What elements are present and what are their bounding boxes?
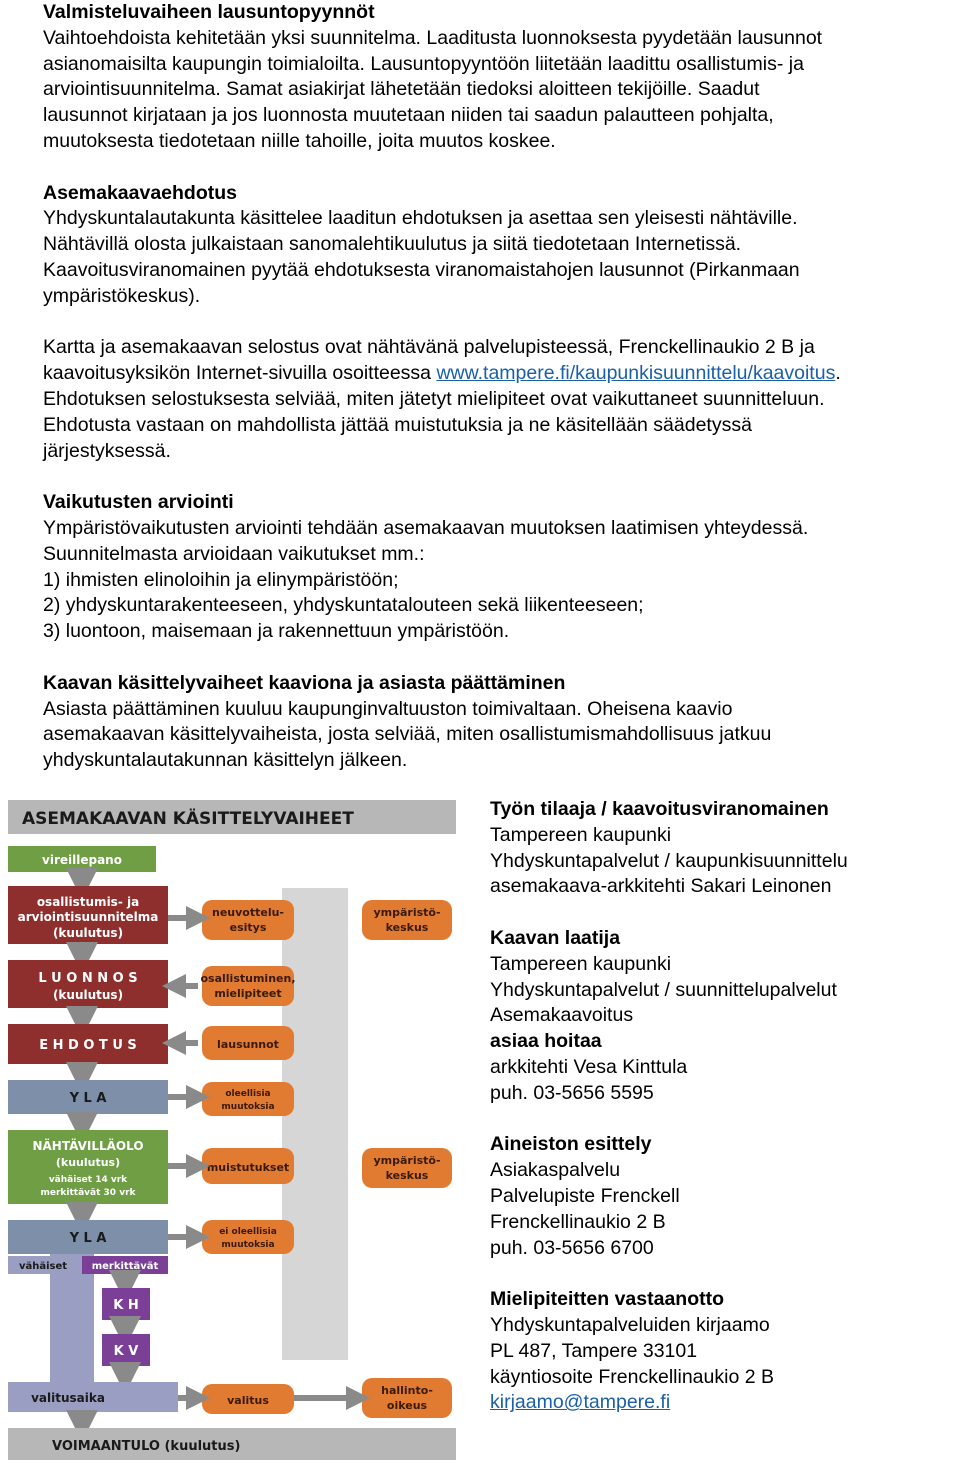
text-line: yhdyskuntalautakunnan käsittelyn jälkeen. bbox=[43, 749, 408, 772]
label-neuvottelu-2: esitys bbox=[229, 921, 267, 934]
heading-valmisteluvaihe: Valmisteluvaiheen lausuntopyynnöt bbox=[43, 1, 375, 23]
text-line: 3) luontoon, maisemaan ja rakennettuun ympäristöön. bbox=[43, 620, 510, 643]
label-nahtavillaolo-1: NÄHTÄVILLÄOLO bbox=[32, 1139, 144, 1153]
contact-line: Yhdyskuntapalvelut / kaupunkisuunnittelu bbox=[490, 849, 848, 872]
heading-kasittelyvaiheet: Kaavan käsittelyvaiheet kaaviona ja asiasta päättäminen bbox=[43, 671, 566, 694]
label-oas-3: (kuulutus) bbox=[52, 926, 124, 940]
contact-line: Yhdyskuntapalvelut / suunnittelupalvelut bbox=[490, 978, 837, 1001]
label-kv: K V bbox=[113, 1344, 139, 1359]
contact-heading: Kaavan laatija bbox=[490, 926, 621, 949]
contact-line: arkkitehti Vesa Kinttula bbox=[490, 1055, 688, 1078]
text-line: 2) yhdyskuntarakenteeseen, yhdyskuntatalouteen sekä liikenteeseen; bbox=[43, 594, 644, 617]
label-oas-2: arviointisuunnitelma bbox=[17, 910, 159, 924]
contact-line: käyntiosoite Frenckellinaukio 2 B bbox=[490, 1365, 774, 1388]
label-merkittavat: merkittävät bbox=[91, 1261, 159, 1272]
label-hallinto-2: oikeus bbox=[386, 1399, 428, 1412]
label-muistutukset: muistutukset bbox=[206, 1161, 290, 1174]
text-line: Kaavoitusviranomainen pyytää ehdotuksesta viranomaistahojen lausunnot (Pirkanmaan bbox=[43, 258, 800, 281]
label-yla-2: Y L A bbox=[69, 1231, 107, 1246]
text-line: Ehdotusta vastaan on mahdollista jättää muistutuksia ja ne käsitellään säädetyssä bbox=[43, 413, 752, 436]
text-line: Kartta ja asemakaavan selostus ovat nähtävänä palvelupisteessä, Frenckellinaukio 2 B ja bbox=[43, 336, 815, 359]
text-line: asemakaavan käsittelyvaiheista, josta selviää, miten osallistumismahdollisuus jatkuu bbox=[43, 723, 772, 746]
text-line: 1) ihmisten elinoloihin ja elinympäristöön; bbox=[43, 568, 399, 591]
label-ei-oleellisia-2: muutoksia bbox=[221, 1240, 275, 1250]
link-prefix: kaavoitusyksikön Internet-sivuilla osoitteessa bbox=[43, 362, 437, 385]
contact-heading: Työn tilaaja / kaavoitusviranomainen bbox=[490, 798, 829, 820]
text-line: Nähtävillä olosta julkaistaan sanomalehtikuulutus ja siitä tiedotetaan Internetissä. bbox=[43, 233, 742, 256]
process-diagram bbox=[8, 800, 458, 1464]
text-line: Yhdyskuntalautakunta käsittelee laaditun ehdotuksen ja asettaa sen yleisesti nähtäville. bbox=[43, 207, 798, 230]
label-hallinto-1: hallinto- bbox=[381, 1384, 433, 1397]
label-kh: K H bbox=[113, 1298, 139, 1313]
label-lausunnot: lausunnot bbox=[217, 1038, 279, 1051]
label-nahtavillaolo-4: merkittävät 30 vrk bbox=[40, 1188, 136, 1198]
label-valitusaika: valitusaika bbox=[31, 1391, 105, 1405]
text-line: arviointisuunnitelma. Samat asiakirjat lähetetään tiedoksi aloitteen tekijöille. Saadut bbox=[43, 78, 760, 101]
text-line: Suunnitelmasta arvioidaan vaikutukset mm.: bbox=[43, 542, 425, 565]
label-oleellisia-1: oleellisia bbox=[225, 1089, 271, 1099]
contact-line: PL 487, Tampere 33101 bbox=[490, 1339, 698, 1362]
contact-line: Yhdyskuntapalveluiden kirjaamo bbox=[490, 1313, 770, 1336]
text-line: muutoksesta tiedotetaan niille tahoille, joita muutos koskee. bbox=[43, 129, 556, 152]
heading-vaikutusten-arviointi: Vaikutusten arviointi bbox=[43, 491, 234, 514]
label-luonnos-1: L U O N N O S bbox=[38, 971, 138, 986]
label-vireillepano: vireillepano bbox=[42, 853, 122, 867]
text-line-with-link bbox=[43, 361, 948, 387]
label-ymparisto-1b: keskus bbox=[385, 921, 429, 934]
contact-line: Tampereen kaupunki bbox=[490, 952, 672, 975]
main-text bbox=[43, 0, 948, 800]
label-valitus: valitus bbox=[227, 1394, 269, 1407]
label-ymparisto-2a: ympäristö- bbox=[373, 1154, 441, 1167]
text-line: Ympäristövaikutusten arviointi tehdään asemakaavan muutoksen laatimisen yhteydessä. bbox=[43, 516, 809, 539]
label-neuvottelu-1: neuvottelu- bbox=[212, 906, 284, 919]
contact-tilaaja bbox=[490, 797, 950, 900]
label-osallistuminen-2: mielipiteet bbox=[214, 987, 282, 1000]
contact-laatija bbox=[490, 926, 950, 1107]
label-luonnos-2: (kuulutus) bbox=[52, 988, 124, 1002]
contact-line: Tampereen kaupunki bbox=[490, 823, 672, 846]
label-yla-1: Y L A bbox=[69, 1091, 107, 1106]
section-kasittelyvaiheet bbox=[43, 671, 948, 774]
contact-mielipiteet bbox=[490, 1287, 950, 1416]
contact-line: Palvelupiste Frenckell bbox=[490, 1184, 680, 1207]
section-asemakaavaehdotus bbox=[43, 181, 948, 310]
text-line: Asiasta päättäminen kuuluu kaupunginvaltuuston toimivaltaan. Oheisena kaavio bbox=[43, 697, 733, 720]
diagram-title: ASEMAKAAVAN KÄSITTELYVAIHEET bbox=[22, 809, 354, 829]
contact-heading: Aineiston esittely bbox=[490, 1133, 652, 1156]
section-nahtavana bbox=[43, 335, 948, 464]
label-ei-oleellisia-1: ei oleellisia bbox=[219, 1227, 277, 1237]
section-valmisteluvaihe bbox=[43, 0, 948, 155]
heading-asemakaavaehdotus: Asemakaavaehdotus bbox=[43, 181, 238, 204]
link-suffix: . bbox=[835, 362, 841, 385]
label-osallistuminen-1: osallistuminen, bbox=[200, 972, 296, 985]
contact-aineiston-esittely bbox=[490, 1132, 950, 1261]
label-nahtavillaolo-3: vähäiset 14 vrk bbox=[48, 1175, 128, 1185]
label-vahaiset: vähäiset bbox=[18, 1261, 68, 1272]
section-vaikutusten-arviointi bbox=[43, 490, 948, 645]
text-line: lausunnot kirjataan ja jos luonnosta muutetaan niiden tai saadun palautteen pohjalta, bbox=[43, 104, 774, 127]
contact-line: puh. 03-5656 5595 bbox=[490, 1081, 654, 1104]
label-nahtavillaolo-2: (kuulutus) bbox=[55, 1156, 121, 1169]
contact-line: puh. 03-5656 6700 bbox=[490, 1236, 654, 1259]
label-ymparisto-1a: ympäristö- bbox=[373, 906, 441, 919]
text-line: ympäristökeskus). bbox=[43, 284, 201, 307]
contact-line bbox=[490, 1390, 950, 1416]
contact-subheading: asiaa hoitaa bbox=[490, 1030, 602, 1053]
text-line: Vaihtoehdoista kehitetään yksi suunnitelma. Laaditusta luonnoksesta pyydetään lausunnot bbox=[43, 26, 823, 49]
contact-column bbox=[490, 797, 950, 1442]
label-ehdotus: E H D O T U S bbox=[39, 1038, 137, 1053]
contact-line: Frenckellinaukio 2 B bbox=[490, 1210, 666, 1233]
process-diagram-svg bbox=[8, 800, 458, 1464]
email-link[interactable]: kirjaamo@tampere.fi bbox=[490, 1391, 671, 1414]
label-oas-1: osallistumis- ja bbox=[36, 895, 140, 909]
label-ymparisto-2b: keskus bbox=[385, 1169, 429, 1182]
contact-line: Asiakaspalvelu bbox=[490, 1159, 621, 1182]
kaavoitus-link[interactable]: www.tampere.fi/kaupunkisuunnittelu/kaavoitus bbox=[436, 362, 836, 385]
label-oleellisia-2: muutoksia bbox=[221, 1102, 275, 1112]
text-line: asianomaisilta kaupungin toimialoilta. Lausuntopyyntöön liitetään laadittu osallistumis- ja bbox=[43, 52, 804, 75]
right-spine bbox=[282, 888, 348, 1360]
contact-heading: Mielipiteitten vastaanotto bbox=[490, 1288, 725, 1311]
contact-line: Asemakaavoitus bbox=[490, 1004, 634, 1027]
text-line: Ehdotuksen selostuksesta selviää, miten jätetyt mielipiteet ovat vaikuttaneet suunnitteluun. bbox=[43, 387, 825, 410]
contact-line: asemakaava-arkkitehti Sakari Leinonen bbox=[490, 875, 832, 898]
label-voimaantulo: VOIMAANTULO (kuulutus) bbox=[52, 1439, 241, 1454]
text-line: järjestyksessä. bbox=[43, 439, 171, 462]
